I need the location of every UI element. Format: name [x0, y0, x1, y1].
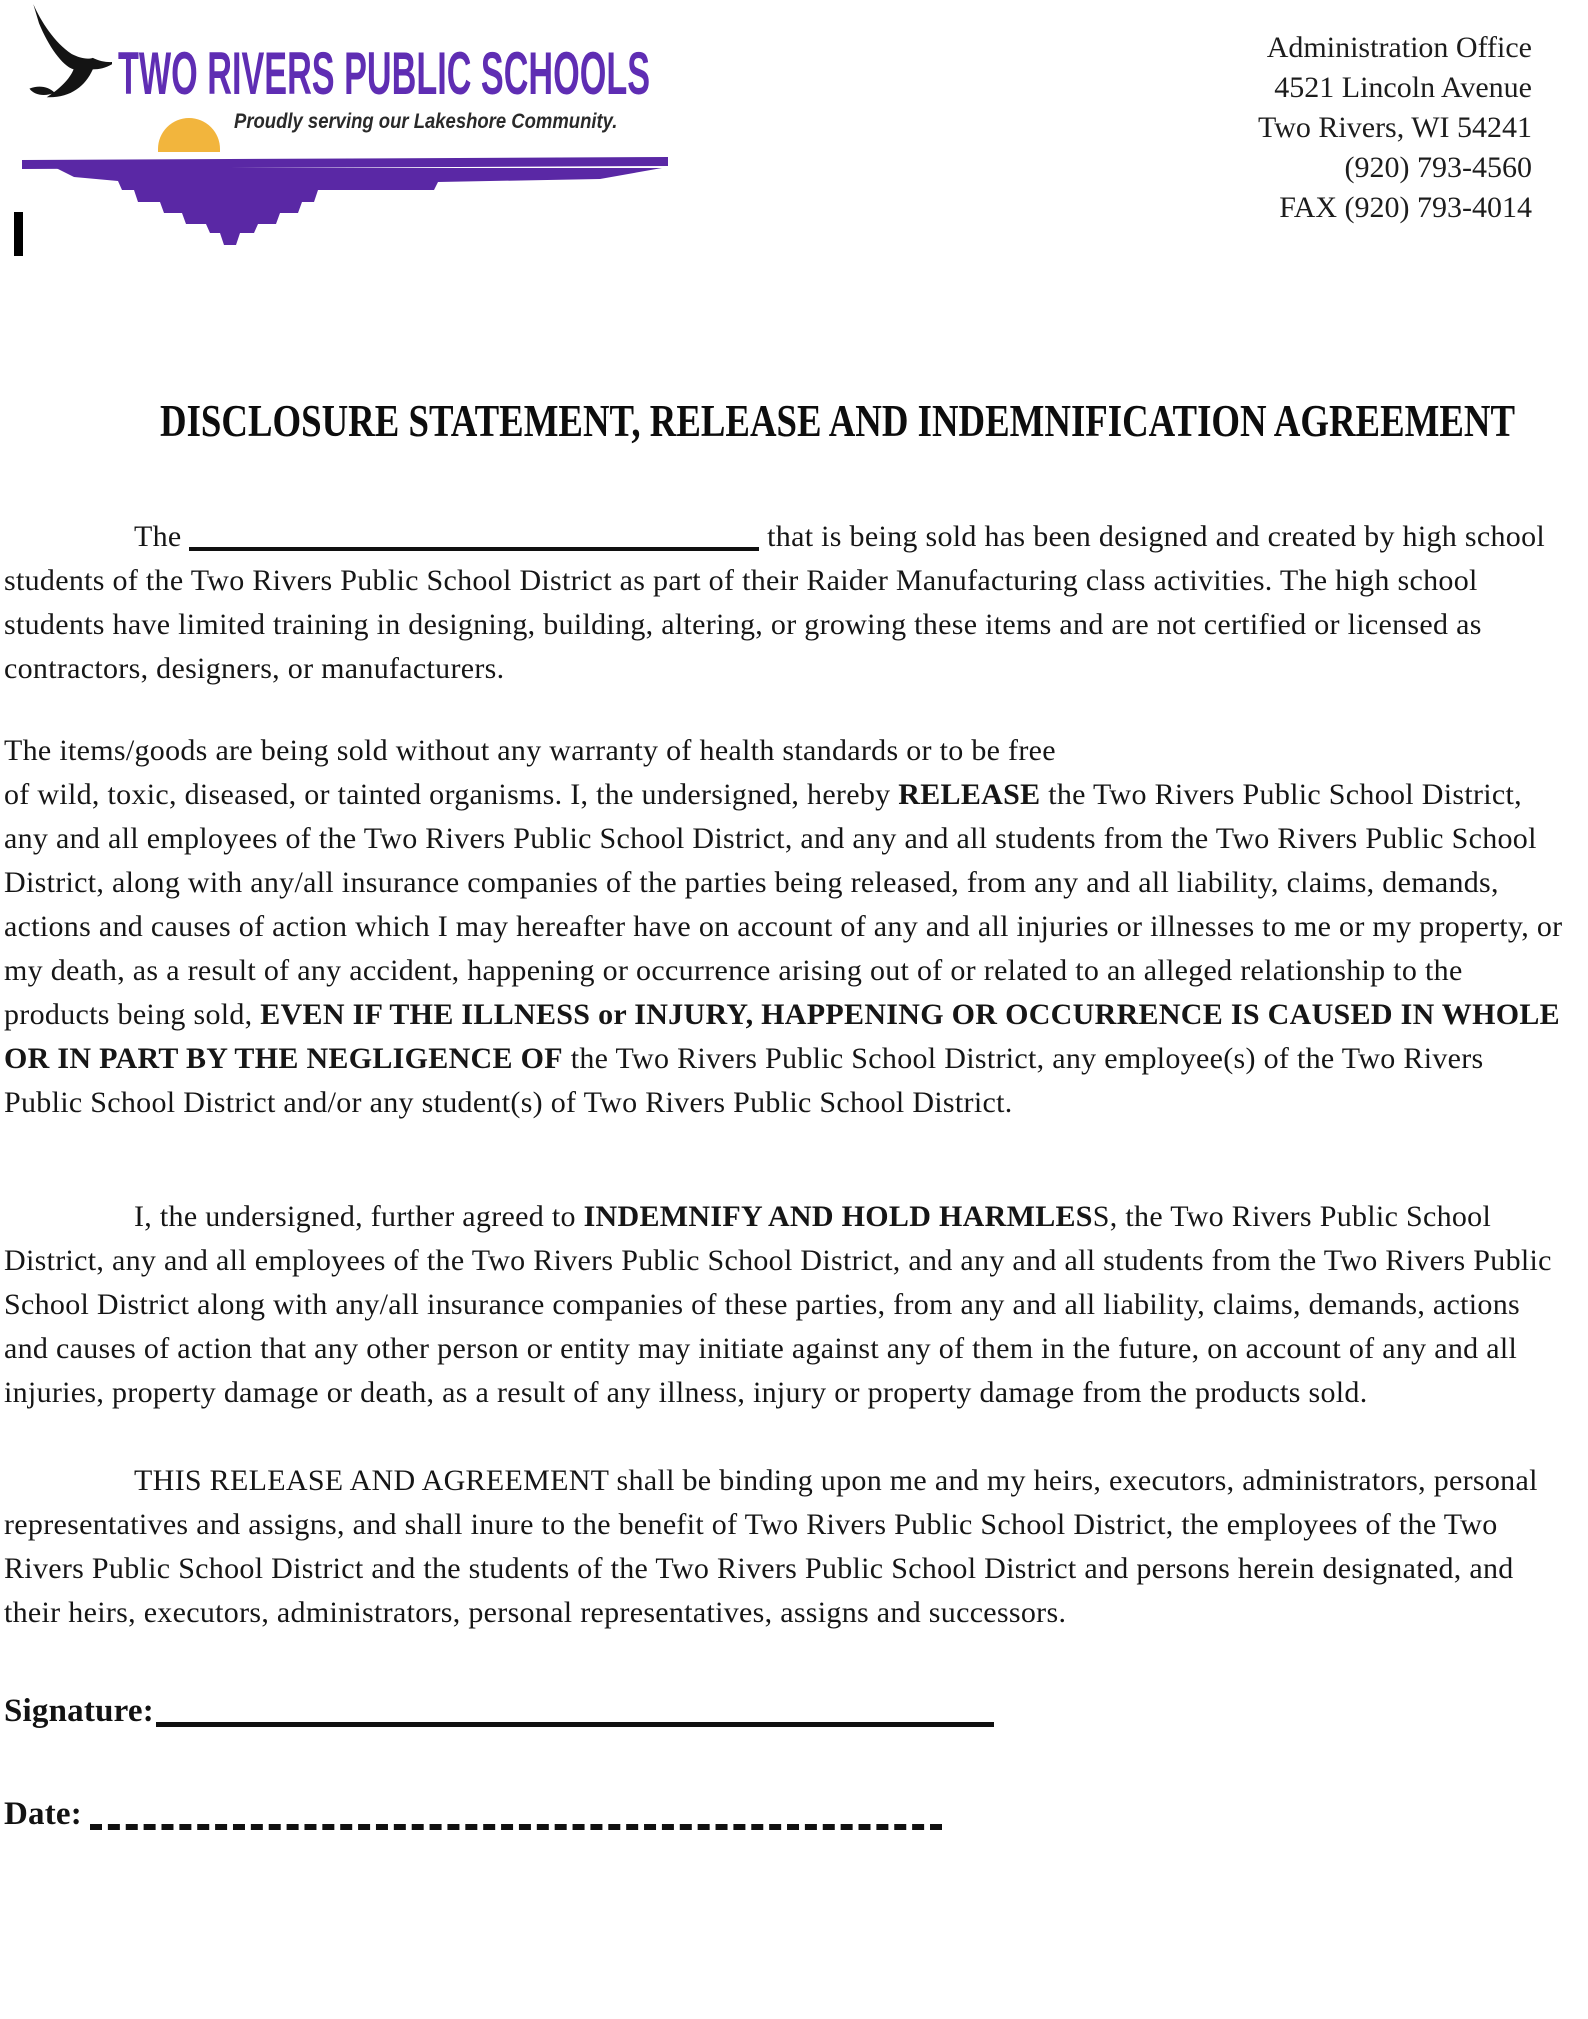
address-line: Two Rivers, WI 54241 [1258, 111, 1532, 144]
address-line: (920) 793-4560 [1344, 151, 1532, 184]
seagull-icon [16, 2, 112, 108]
text-run: The items/goods are being sold without any warranty of health standards or to be free [4, 734, 1056, 767]
paragraph-indemnify [4, 1195, 1564, 1415]
bold-text-run: RELEASE [898, 778, 1041, 811]
document-title: DISCLOSURE STATEMENT, RELEASE AND INDEMNIFICATION AGREEMENT [160, 395, 1516, 446]
bold-text-run: EVEN IF THE ILLNESS or INJURY, HAPPENING OR OCCURRENCE IS CAUSED IN WHOLE OR IN PART BY THE NEGLIGENCE OF [4, 998, 1560, 1075]
date-label: Date: [4, 1796, 82, 1832]
signature-line [156, 1697, 994, 1727]
logo-tagline: Proudly serving our Lakeshore Community. [234, 110, 618, 133]
text-run: I, the undersigned, further agreed to [134, 1200, 584, 1233]
blank-underline [189, 525, 759, 551]
lake-reflection-icon [18, 150, 673, 250]
paragraph-binding [4, 1459, 1564, 1635]
text-run: that is being sold has been designed and created by high school students of the Two Rivers Public School District as part of their Raider Manufacturing class activities. The high school students have limited training in designing, building, altering, or growing these items and are not certified or licensed as contractors, designers, or manufacturers. [4, 520, 1546, 685]
date-row [4, 1794, 1564, 1833]
logo-title: TWO RIVERS PUBLIC SCHOOLS [118, 40, 651, 107]
text-run: THIS RELEASE AND AGREEMENT [134, 1464, 609, 1497]
paragraph-release [4, 729, 1564, 1125]
address-line: Administration Office [1266, 31, 1532, 64]
school-logo [0, 0, 720, 250]
letterhead [0, 0, 1588, 250]
bold-text-run: INDEMNIFY AND HOLD HARMLES [583, 1200, 1093, 1233]
text-cursor [14, 212, 23, 256]
date-line [90, 1800, 942, 1830]
address-line: FAX (920) 793-4014 [1279, 191, 1532, 224]
document-body [0, 393, 1588, 1833]
paragraph-disclosure [4, 515, 1564, 691]
signature-label: Signature: [4, 1693, 154, 1729]
address-block [1258, 28, 1532, 228]
address-line: 4521 Lincoln Avenue [1274, 71, 1532, 104]
sun-icon [158, 118, 220, 152]
text-run: of wild, toxic, diseased, or tainted organisms. I, the undersigned, hereby [4, 778, 899, 811]
text-run: the Two Rivers Public School District, any and all employees of the Two Rivers Public School District, and any and all students from the Two Rivers Public School District, along with any/all insurance companies of the parties being released, from any and all liability, claims, demands, actions and causes of action which I may hereafter have on account of any and all injuries or illnesses to me or my property, or my death, as a result of any accident, happening or occurrence arising out of or related to an alleged relationship to the products being sold, [4, 778, 1563, 1031]
text-run: The [134, 520, 190, 553]
text-run: S, the Two Rivers Public School District, any and all employees of the Two Rivers Public School District, and any and all students from the Two Rivers Public School District along with any/all insurance companies of these parties, from any and all liability, claims, demands, actions and causes of action that any other person or entity may initiate against any of them in the future, on account of any and all injuries, property damage or death, as a result of any illness, injury or property damage from the products sold. [4, 1200, 1552, 1409]
text-run: the Two Rivers Public School District, any employee(s) of the Two Rivers Public School District and/or any student(s) of Two Rivers Public School District. [4, 1042, 1484, 1119]
signature-row [4, 1691, 1564, 1730]
text-run: shall be binding upon me and my heirs, executors, administrators, personal representatives and assigns, and shall inure to the benefit of Two Rivers Public School District, the employees of the Two Rivers Public School District and the students of the Two Rivers Public School District and persons herein designated, and their heirs, executors, administrators, personal representatives, assigns and successors. [4, 1464, 1538, 1629]
